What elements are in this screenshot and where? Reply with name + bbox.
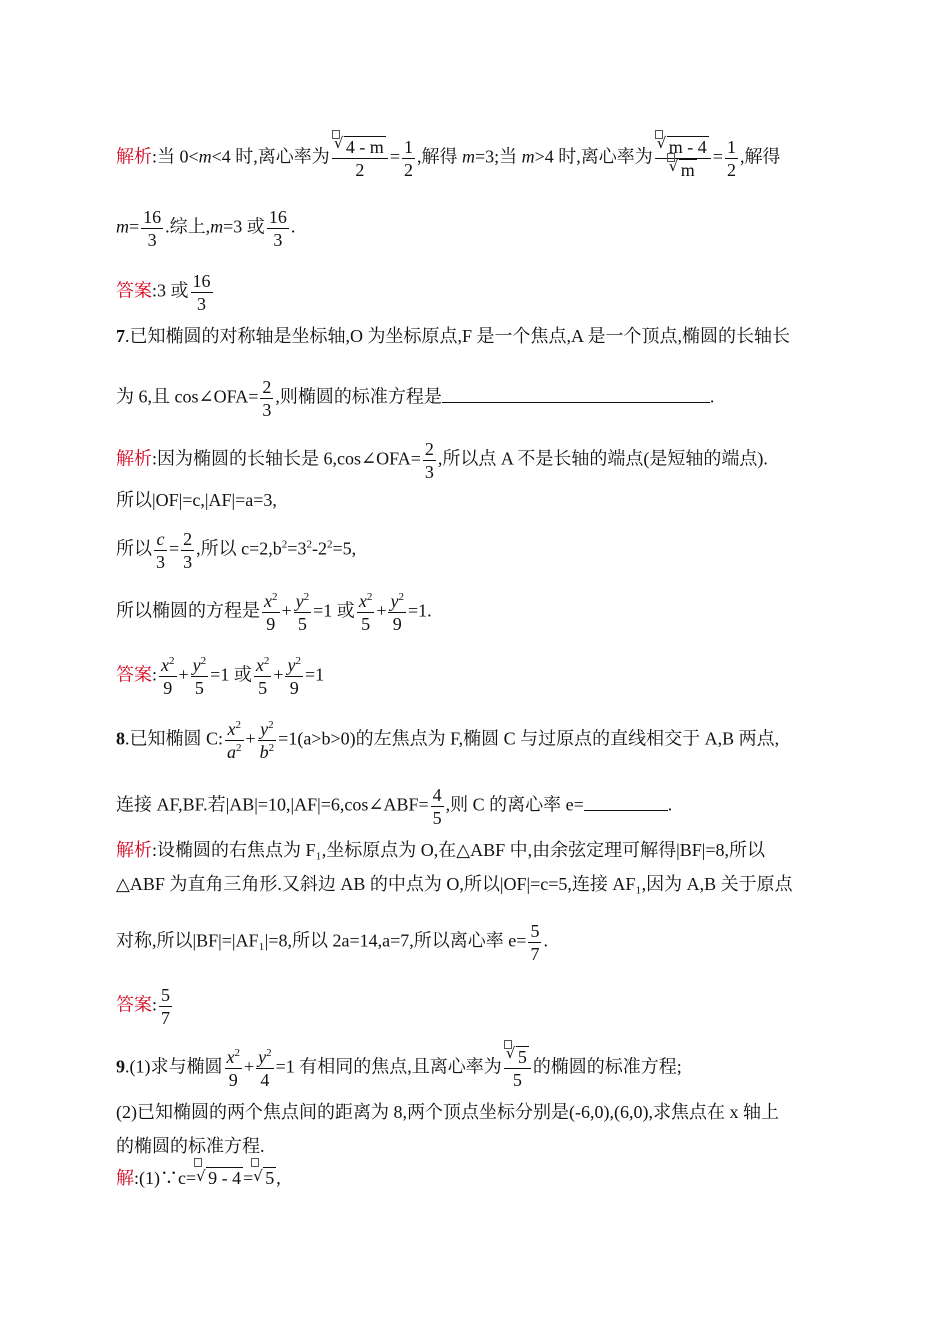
fraction-c-over-3: $\frac{c}{3}$ — [156, 529, 165, 572]
jie-label: 解 — [116, 1168, 134, 1188]
q9-stem-line3: 的椭圆的标准方程. — [116, 1136, 265, 1156]
q8-solution-line3: 对称,所以|BF|=|AF₁|=8,所以 2a=14,a=7,所以离心率 e= $\frac{5}{7}$ . — [116, 921, 548, 964]
q7-stem-line1: 7.已知椭圆的对称轴是坐标轴,O 为坐标原点,F 是一个焦点,A 是一个顶点,椭圆的长轴长 — [116, 326, 791, 346]
p6-solution-line1: 解析:当 0<m<4 时,离心率为 √ 4 - m 2 = $\frac{1}{2}$ ,解得 m=3;当 m>4 时,离心率为 √ m - 4 √ m = $\frac{1}{2}$ ,解得 — [116, 138, 780, 179]
fraction-16-over-3: $\frac{16}{3}$ — [192, 271, 211, 314]
fraction-sqrtm4-over-sqrtm: √ m - 4 √ m — [655, 138, 711, 179]
fraction-1-over-2: $\frac{1}{2}$ — [726, 137, 736, 180]
question-number: 7 — [116, 326, 125, 346]
p6-answer: 答案:3 或 $\frac{16}{3}$ — [116, 271, 211, 314]
q9-stem-line1: 9.(1)求与椭圆 $\frac{x^2}{9}$ + $\frac{y^2}{4}$ =1 有相同的焦点,且离心率为 √ 5 5 的椭圆的标准方程; — [116, 1048, 682, 1089]
fraction-x2-over-5: $\frac{x^2}{5}$ — [255, 655, 270, 698]
q8-solution-line1: 解析:设椭圆的右焦点为 F₁,坐标原点为 O,在△ABF 中,由余弦定理可解得|BF|=8,所以 — [116, 840, 766, 860]
fraction-2-over-3: $\frac{2}{3}$ — [262, 377, 272, 420]
q8-answer: 答案: $\frac{5}{7}$ — [116, 985, 171, 1028]
fraction-16-over-3: $\frac{16}{3}$ — [268, 207, 287, 250]
fraction-y2-over-9: $\frac{y^2}{9}$ — [390, 591, 404, 634]
fraction-y2-over-5: $\frac{y^2}{5}$ — [295, 591, 310, 634]
fraction-sqrt5-over-5: √ 5 5 — [504, 1048, 531, 1089]
fraction-5-over-7: $\frac{5}{7}$ — [161, 985, 171, 1028]
q9-solution-line1: 解:(1)∵c= √ 9 - 4 = √ 5 , — [116, 1166, 281, 1190]
fraction-16-over-3: $\frac{16}{3}$ — [143, 207, 162, 250]
fraction-5-over-7: $\frac{5}{7}$ — [530, 921, 540, 964]
daan-label: 答案 — [116, 280, 152, 301]
daan-label: 答案 — [116, 664, 152, 685]
q7-solution-line1: 解析:因为椭圆的长轴长是 6,cos∠OFA= $\frac{2}{3}$ ,所以点 A 不是长轴的端点(是短轴的端点). — [116, 439, 768, 482]
q9-stem-line2: (2)已知椭圆的两个焦点间的距离为 8,两个顶点坐标分别是(-6,0),(6,0),求焦点在 x 轴上 — [116, 1102, 779, 1122]
question-number: 8 — [116, 728, 125, 749]
jiexi-label: 解析 — [116, 840, 152, 860]
fraction-x2-over-9: $\frac{x^2}{9}$ — [264, 591, 278, 634]
answer-blank[interactable] — [442, 384, 710, 403]
fraction-x2-over-a2: $\frac{x^2}{a^2}$ — [227, 719, 242, 762]
p6-solution-line2: m= $\frac{16}{3}$ .综上,m=3 或 $\frac{16}{3}$ . — [116, 207, 296, 250]
jiexi-label: 解析 — [116, 146, 152, 167]
fraction-y2-over-b2: $\frac{y^2}{b^2}$ — [259, 719, 275, 762]
fraction-4-over-5: $\frac{4}{5}$ — [432, 785, 442, 828]
answer-blank[interactable] — [584, 792, 668, 811]
fraction-sqrt4m-over-2: √ 4 - m 2 — [332, 138, 388, 179]
fraction-2-over-3: $\frac{2}{3}$ — [424, 439, 434, 482]
q8-stem-line1: 8.已知椭圆 C: $\frac{x^2}{a^2}$ + $\frac{y^2}{b^2}$ =1(a>b>0)的左焦点为 F,椭圆 C 与过原点的直线相交于 A,B 两点, — [116, 719, 780, 762]
question-number: 9 — [116, 1056, 125, 1077]
daan-label: 答案 — [116, 994, 152, 1015]
fraction-x2-over-9: $\frac{x^2}{9}$ — [161, 655, 175, 698]
q7-solution-line4: 所以椭圆的方程是 $\frac{x^2}{9}$ + $\frac{y^2}{5}$ =1 或 $\frac{x^2}{5}$ + $\frac{y^2}{9}$ =1. — [116, 591, 432, 634]
q7-solution-line2: 所以|OF|=c,|AF|=a=3, — [116, 490, 277, 510]
fraction-x2-over-5: $\frac{x^2}{5}$ — [358, 591, 373, 634]
q8-stem-line2: 连接 AF,BF.若|AB|=10,|AF|=6,cos∠ABF= $\frac{4}{5}$ ,则 C 的离心率 e= . — [116, 785, 673, 828]
sqrt-5: √ 5 — [253, 1166, 276, 1190]
fraction-x2-over-9: $\frac{x^2}{9}$ — [226, 1047, 240, 1090]
fraction-2-over-3: $\frac{2}{3}$ — [183, 529, 193, 572]
fraction-y2-over-9: $\frac{y^2}{9}$ — [287, 655, 301, 698]
q7-answer: 答案: $\frac{x^2}{9}$ + $\frac{y^2}{5}$ =1 或 $\frac{x^2}{5}$ + $\frac{y^2}{9}$ =1 — [116, 655, 325, 698]
fraction-y2-over-4: $\frac{y^2}{4}$ — [258, 1047, 272, 1090]
sqrt-9-minus-4: √ 9 - 4 — [196, 1166, 243, 1190]
fraction-y2-over-5: $\frac{y^2}{5}$ — [192, 655, 207, 698]
fraction-1-over-2: $\frac{1}{2}$ — [403, 137, 413, 180]
q7-stem-line2: 为 6,且 cos∠OFA= $\frac{2}{3}$ ,则椭圆的标准方程是 . — [116, 377, 715, 420]
q8-solution-line2: △ABF 为直角三角形.又斜边 AB 的中点为 O,所以|OF|=c=5,连接 AF₁,因为 A,B 关于原点 — [116, 874, 793, 894]
q7-solution-line3: 所以 $\frac{c}{3}$ = $\frac{2}{3}$ ,所以 $c=2,b^2=3^2-2^2=5$, — [116, 529, 357, 572]
jiexi-label: 解析 — [116, 448, 152, 469]
